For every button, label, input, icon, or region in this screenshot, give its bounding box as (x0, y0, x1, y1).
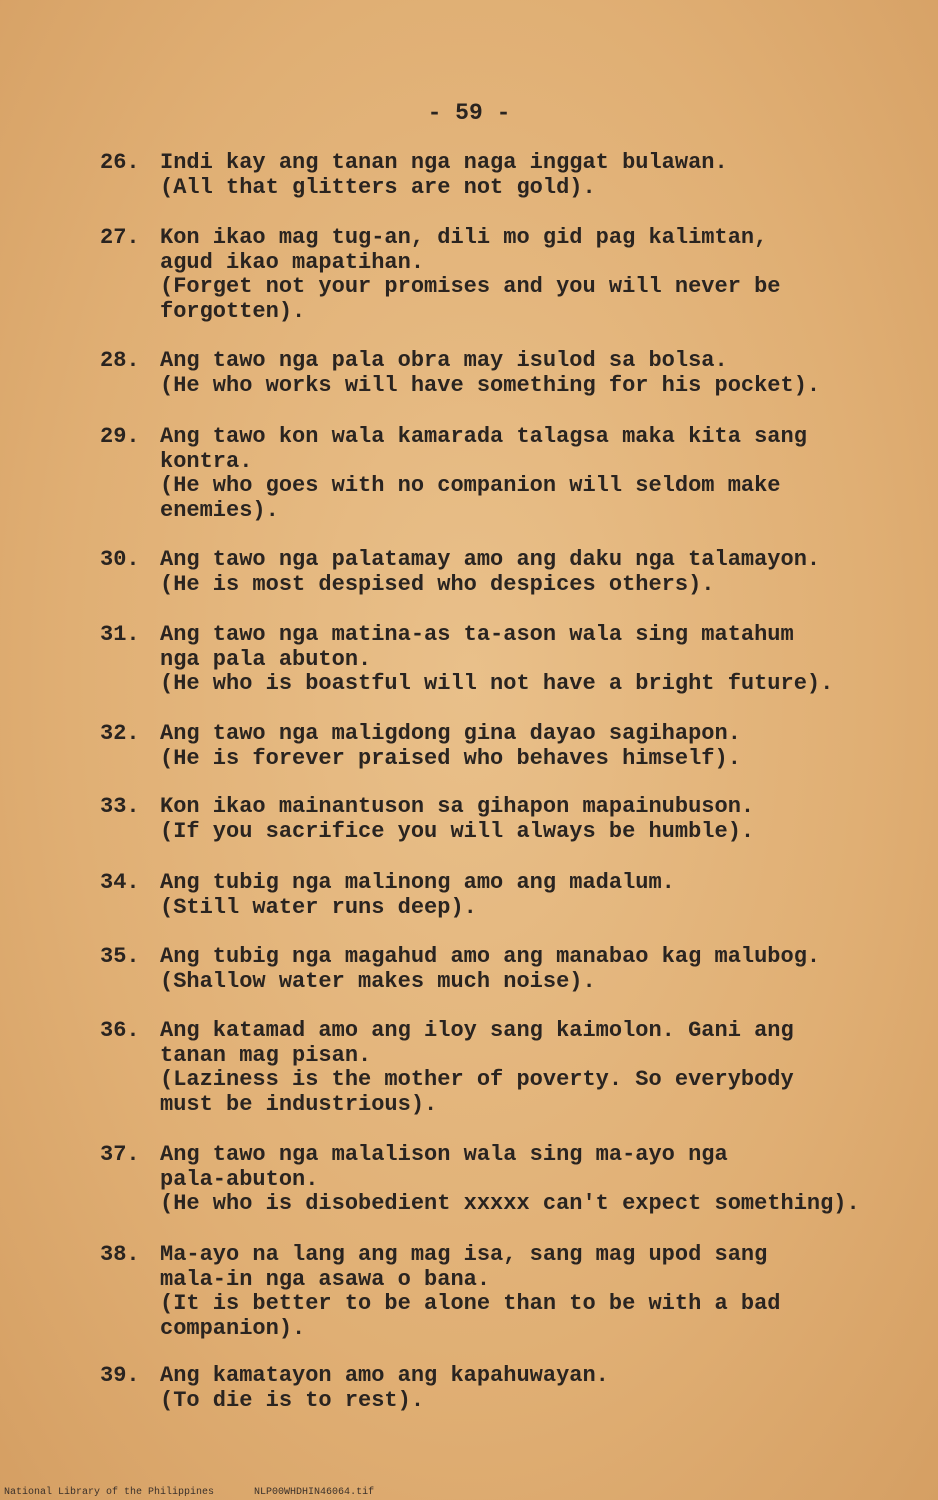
proverb-number: 34. (100, 870, 140, 895)
proverb-english: (It is better to be alone than to be with a bad companion). (160, 1291, 781, 1341)
proverb-number: 29. (100, 424, 140, 449)
proverb-number: 30. (100, 547, 140, 572)
proverb-english: (He who goes with no companion will seldom make enemies). (160, 473, 781, 523)
proverb-native: Kon ikao mainantuson sa gihapon mapainubuson. (160, 794, 755, 819)
footer-filename: NLP00WHDHIN46064.tif (254, 1487, 375, 1498)
proverb-37 (100, 1143, 930, 1217)
proverb-32 (100, 722, 930, 771)
proverb-35 (100, 945, 930, 994)
proverb-number: 28. (100, 348, 140, 373)
proverb-34 (100, 871, 930, 920)
proverb-native: Kon ikao mag tug-an, dili mo gid pag kalimtan, agud ikao mapatihan. (160, 225, 768, 275)
proverb-english: (Forget not your promises and you will never be forgotten). (160, 274, 781, 324)
proverb-number: 36. (100, 1018, 140, 1043)
proverb-english: (Laziness is the mother of poverty. So everybody must be industrious). (160, 1067, 794, 1117)
proverb-native: Ang tawo nga maligdong gina dayao sagihapon. (160, 721, 741, 746)
proverb-native: Ang tawo nga matina-as ta-ason wala sing matahum nga pala abuton. (160, 622, 794, 672)
proverb-english: (Still water runs deep). (160, 894, 477, 920)
proverb-english: (Shallow water makes much noise). (160, 968, 596, 994)
proverb-native: Ang tubig nga malinong amo ang madalum. (160, 870, 675, 895)
proverb-38 (100, 1243, 930, 1341)
proverb-native: Ang tawo nga malalison wala sing ma-ayo nga pala-abuton. (160, 1142, 728, 1192)
proverb-native: Ang kamatayon amo ang kapahuwayan. (160, 1363, 609, 1388)
proverb-number: 35. (100, 944, 140, 969)
proverb-number: 31. (100, 622, 140, 647)
proverb-english: (He who is disobedient xxxxx can't expect something). (160, 1191, 860, 1216)
proverb-native: Ang tawo nga pala obra may isulod sa bolsa. (160, 348, 728, 373)
proverb-native: Ang tawo kon wala kamarada talagsa maka kita sang kontra. (160, 424, 807, 474)
proverb-number: 32. (100, 721, 140, 746)
proverb-number: 39. (100, 1363, 140, 1388)
proverb-english: (He is forever praised who behaves himself). (160, 745, 741, 771)
proverb-native: Ma-ayo na lang ang mag isa, sang mag upod sang mala-in nga asawa o bana. (160, 1242, 768, 1292)
proverb-native: Ang tubig nga magahud amo ang manabao kag malubog. (160, 944, 821, 969)
proverb-31 (100, 623, 930, 697)
proverb-english: (All that glitters are not gold). (160, 174, 596, 200)
footer-library: National Library of the Philippines (4, 1487, 215, 1498)
proverb-english: (If you sacrifice you will always be humble). (160, 818, 755, 844)
proverb-39 (100, 1364, 930, 1413)
proverb-english: (He who is boastful will not have a bright future). (160, 671, 834, 696)
proverb-native: Ang tawo nga palatamay amo ang daku nga talamayon. (160, 547, 821, 572)
proverb-36 (100, 1019, 930, 1117)
proverb-30 (100, 548, 930, 597)
proverb-native: Ang katamad amo ang iloy sang kaimolon. Gani ang tanan mag pisan. (160, 1018, 794, 1068)
proverb-number: 38. (100, 1242, 140, 1267)
proverb-number: 26. (100, 150, 140, 175)
proverb-28 (100, 349, 930, 398)
proverb-27 (100, 226, 930, 324)
proverb-native: Indi kay ang tanan nga naga inggat bulawan. (160, 150, 728, 175)
proverb-number: 37. (100, 1142, 140, 1167)
page-number: - 59 - (427, 100, 511, 126)
proverb-number: 27. (100, 225, 140, 250)
proverb-number: 33. (100, 794, 140, 819)
proverb-english: (To die is to rest). (160, 1387, 425, 1413)
proverb-english: (He is most despised who despices others). (160, 571, 715, 597)
proverb-29 (100, 425, 930, 523)
proverb-26 (100, 151, 930, 200)
proverb-33 (100, 795, 930, 844)
proverb-english: (He who works will have something for his pocket). (160, 372, 821, 398)
scan-footer (4, 1487, 374, 1498)
